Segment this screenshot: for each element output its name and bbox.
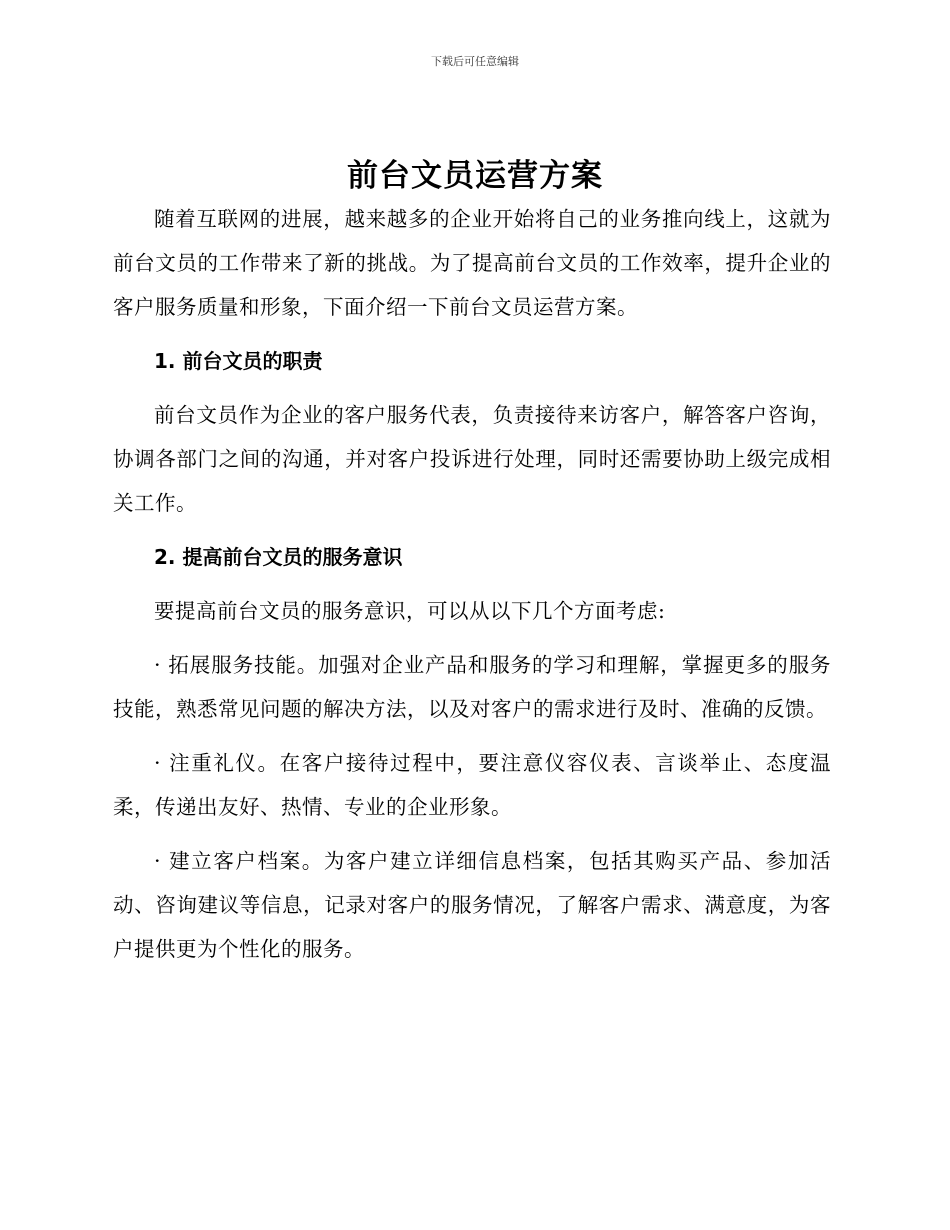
- section-heading-duties: 1. 前台文员的职责: [154, 349, 323, 373]
- document-title: 前台文员运营方案: [347, 158, 603, 194]
- bullet-item-etiquette: · 注重礼仪。在客户接待过程中，要注意仪容仪表、言谈举止、态度温柔，传递出友好、热情、专业的企业形象。: [113, 751, 831, 819]
- header-note: 下载后可任意编辑: [431, 55, 519, 68]
- document-body: [113, 197, 831, 981]
- bullet-item-skills: · 拓展服务技能。加强对企业产品和服务的学习和理解，掌握更多的服务技能，熟悉常见问题的解决方法，以及对客户的需求进行及时、准确的反馈。: [113, 653, 831, 721]
- section-heading-service-awareness: 2. 提高前台文员的服务意识: [154, 545, 403, 569]
- service-intro-paragraph: 要提高前台文员的服务意识，可以从以下几个方面考虑:: [154, 599, 666, 623]
- duties-paragraph: 前台文员作为企业的客户服务代表，负责接待来访客户，解答客户咨询，协调各部门之间的沟通，并对客户投诉进行处理，同时还需要协助上级完成相关工作。: [113, 403, 831, 515]
- intro-paragraph: 随着互联网的进展，越来越多的企业开始将自己的业务推向线上，这就为前台文员的工作带来了新的挑战。为了提高前台文员的工作效率，提升企业的客户服务质量和形象，下面介绍一下前台文员运营方案。: [113, 207, 831, 319]
- bullet-item-customer-files: · 建立客户档案。为客户建立详细信息档案，包括其购买产品、参加活动、咨询建议等信息，记录对客户的服务情况，了解客户需求、满意度，为客户提供更为个性化的服务。: [113, 849, 831, 961]
